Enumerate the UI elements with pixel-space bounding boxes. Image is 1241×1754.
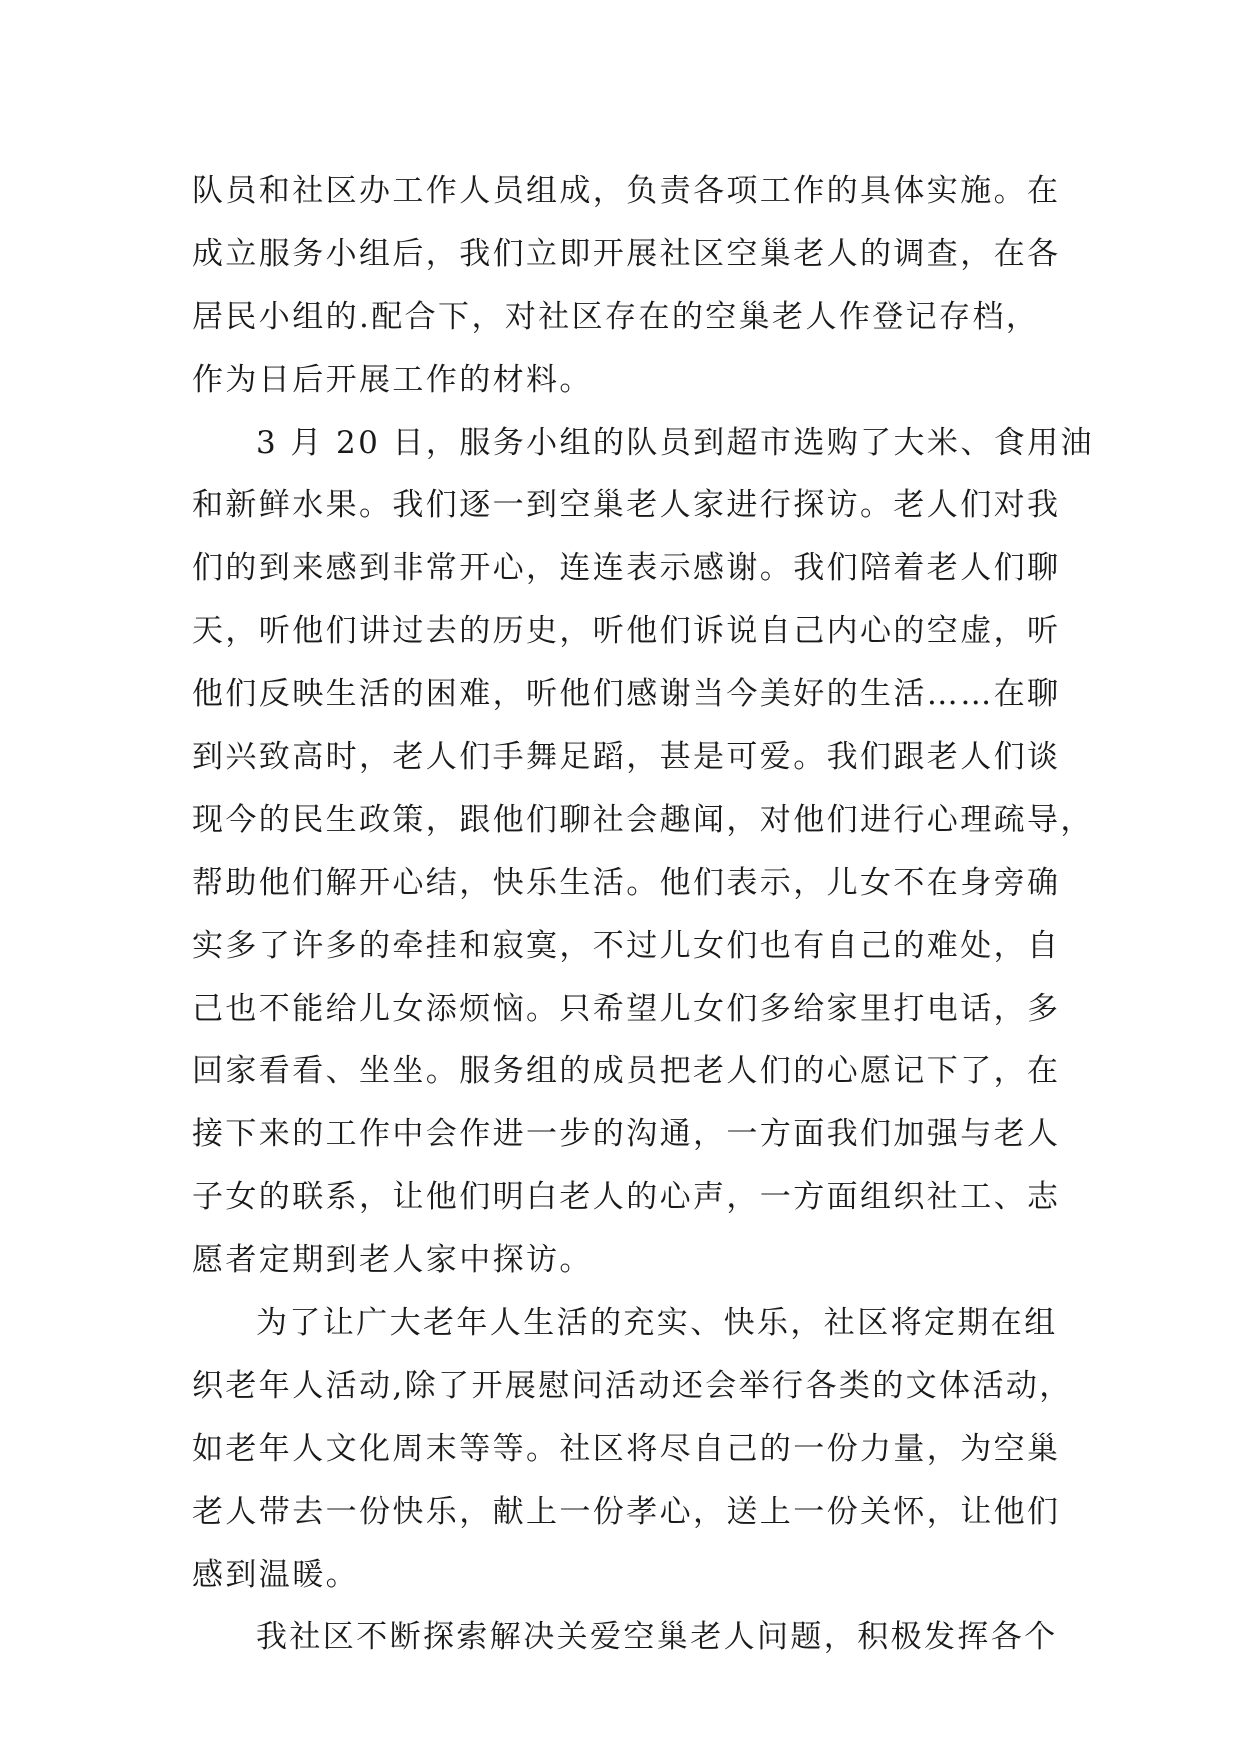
text-line: 到兴致高时，老人们手舞足蹈，甚是可爱。我们跟老人们谈 [192, 739, 1061, 776]
text-line: 如老年人文化周末等等。社区将尽自己的一份力量，为空巢 [192, 1430, 1061, 1467]
text-line: 子女的联系，让他们明白老人的心声，一方面组织社工、志 [192, 1179, 1061, 1216]
text-line: 队员和社区办工作人员组成，负责各项工作的具体实施。在 [192, 173, 1061, 209]
text-line: 老人带去一份快乐，献上一份孝心，送上一份关怀，让他们 [192, 1493, 1061, 1530]
text-line: 感到温暖。 [192, 1556, 359, 1593]
text-line: 天，听他们讲过去的历史，听他们诉说自己内心的空虚，听 [192, 613, 1061, 650]
text-line: 成立服务小组后，我们立即开展社区空巢老人的调查，在各 [192, 235, 1061, 272]
text-line: 们的到来感到非常开心，连连表示感谢。我们陪着老人们聊 [192, 550, 1061, 587]
paragraph-first-line: 为了让广大老年人生活的充实、快乐，社区将定期在组 [256, 1305, 1058, 1342]
text-line: 他们反映生活的困难，听他们感谢当今美好的生活……在聊 [192, 676, 1061, 713]
paragraph-first-line: 3 月 20 日，服务小组的队员到超市选购了大米、食用油 [256, 424, 1094, 461]
text-line: 愿者定期到老人家中探访。 [192, 1242, 593, 1279]
text-line: 回家看看、坐坐。服务组的成员把老人们的心愿记下了，在 [192, 1053, 1061, 1090]
text-line: 实多了许多的牵挂和寂寞，不过儿女们也有自己的难处，自 [192, 927, 1061, 964]
text-line: 作为日后开展工作的材料。 [192, 361, 593, 398]
text-line: 己也不能给儿女添烦恼。只希望儿女们多给家里打电话，多 [192, 990, 1061, 1027]
text-line: 现今的民生政策，跟他们聊社会趣闻，对他们进行心理疏导， [192, 801, 1094, 838]
text-line: 织老年人活动,除了开展慰问活动还会举行各类的文体活动， [192, 1367, 1073, 1404]
paragraph-first-line: 我社区不断探索解决关爱空巢老人问题，积极发挥各个 [256, 1619, 1058, 1656]
text-line: 接下来的工作中会作进一步的沟通，一方面我们加强与老人 [192, 1116, 1061, 1153]
text-line: 和新鲜水果。我们逐一到空巢老人家进行探访。老人们对我 [192, 487, 1061, 524]
text-line: 帮助他们解开心结，快乐生活。他们表示，儿女不在身旁确 [192, 864, 1061, 901]
document-body [192, 160, 1094, 1669]
text-line: 居民小组的.配合下，对社区存在的空巢老人作登记存档， [192, 298, 1040, 335]
